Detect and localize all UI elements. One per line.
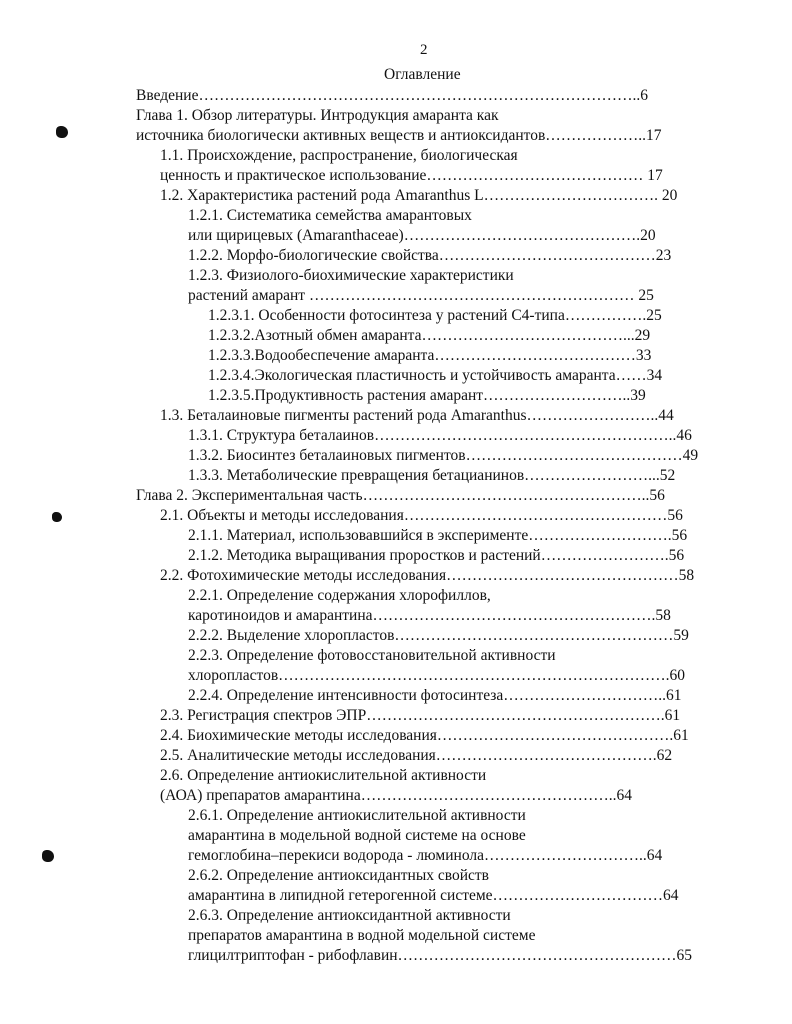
- toc-entry: (АОА) препаратов амарантина…………………………………………..64: [160, 787, 632, 804]
- toc-entry: 2.1.1. Материал, использовавшийся в эксперименте……………………….56: [188, 527, 688, 544]
- toc-entry: 1.2. Характеристика растений рода Amaranthus L……………………………. 20: [160, 187, 678, 204]
- toc-entry: 1.1. Происхождение, распространение, биологическая: [160, 147, 518, 164]
- toc-entry: или щирицевых (Amaranthaceae)……………………………………….20: [188, 227, 656, 244]
- toc-entry: Глава 1. Обзор литературы. Интродукция амаранта как: [136, 107, 499, 124]
- toc-entry: 2.2.4. Определение интенсивности фотосинтеза…………………………..61: [188, 687, 682, 704]
- toc-entry: 2.5. Аналитические методы исследования…………………………………….62: [160, 747, 673, 764]
- toc-entry: 2.6.1. Определение антиокислительной активности: [188, 807, 526, 824]
- toc-entry: Введение…………………………………………………………………………..6: [136, 87, 648, 104]
- toc-entry: препаратов амарантина в водной модельной системе: [188, 927, 536, 944]
- toc-entry: 1.2.1. Систематика семейства амарантовых: [188, 207, 472, 224]
- toc-entry: 1.3. Беталаиновые пигменты растений рода Amaranthus……………………..44: [160, 407, 674, 424]
- toc-entry: источника биологически активных веществ и антиоксидантов………………..17: [136, 127, 662, 144]
- toc-entry: амарантина в липидной гетерогенной системе……………………………64: [188, 887, 679, 904]
- toc-entry: 1.2.2. Морфо-биологические свойства……………………………………23: [188, 247, 672, 264]
- toc-entry: хлоропластов………………………………………………………………….60: [188, 667, 686, 684]
- page-title: Оглавление: [384, 66, 461, 83]
- toc-entry: 2.3. Регистрация спектров ЭПР………………………………………………….61: [160, 707, 681, 724]
- toc-entry: 1.2.3.2.Азотный обмен амаранта…………………………………...29: [208, 327, 651, 344]
- toc-entry: ценность и практическое использование…………………………………… 17: [160, 167, 663, 184]
- toc-entry: 2.2. Фотохимические методы исследования………………………………………58: [160, 567, 695, 584]
- toc-entry: 1.2.3. Физиолого-биохимические характеристики: [188, 267, 514, 284]
- toc-entry: 1.2.3.4.Экологическая пластичность и устойчивость амаранта……34: [208, 367, 663, 384]
- toc-entry: 2.6. Определение антиокислительной активности: [160, 767, 487, 784]
- toc-entry: 1.3.2. Биосинтез беталаиновых пигментов……………………………………49: [188, 447, 699, 464]
- toc-entry: 2.6.3. Определение антиоксидантной активности: [188, 907, 511, 924]
- toc-entry: 2.4. Биохимические методы исследования……………………………………….61: [160, 727, 689, 744]
- toc-entry: 2.1.2. Методика выращивания проростков и растений…………………….56: [188, 547, 685, 564]
- toc-entry: 1.2.3.3.Водообеспечение амаранта…………………………………33: [208, 347, 652, 364]
- toc-entry: 2.1. Объекты и методы исследования……………………………………………56: [160, 507, 683, 524]
- toc-entry: 2.2.3. Определение фотовосстановительной активности: [188, 647, 556, 664]
- toc-entry: 1.3.1. Структура беталаинов…………………………………………………..46: [188, 427, 692, 444]
- toc-entry: амарантина в модельной водной системе на основе: [188, 827, 526, 844]
- toc-entry: Глава 2. Экспериментальная часть………………………………………………..56: [136, 487, 665, 504]
- scan-blot: [42, 850, 54, 862]
- scan-blot: [52, 512, 62, 522]
- toc-entry: 1.2.3.1. Особенности фотосинтеза у растений C4-типа…………….25: [208, 307, 662, 324]
- toc-entry: растений амарант ……………………………………………………… 25: [188, 287, 654, 304]
- toc-entry: гемоглобина–перекиси водорода - люминола…………………………..64: [188, 847, 663, 864]
- scan-blot: [56, 126, 68, 138]
- toc-entry: 2.2.2. Выделение хлоропластов………………………………………………59: [188, 627, 689, 644]
- page-number: 2: [420, 42, 428, 58]
- toc-entry: 2.2.1. Определение содержания хлорофиллов,: [188, 587, 491, 604]
- toc-entry: глицилтриптофан - рибофлавин………………………………………………65: [188, 947, 693, 964]
- toc-entry: каротиноидов и амарантина……………………………………………….58: [188, 607, 671, 624]
- toc-entry: 1.2.3.5.Продуктивность растения амарант………………………..39: [208, 387, 646, 404]
- toc-entry: 2.6.2. Определение антиоксидантных свойств: [188, 867, 489, 884]
- toc-entry: 1.3.3. Метаболические превращения бетацианинов……………………...52: [188, 467, 676, 484]
